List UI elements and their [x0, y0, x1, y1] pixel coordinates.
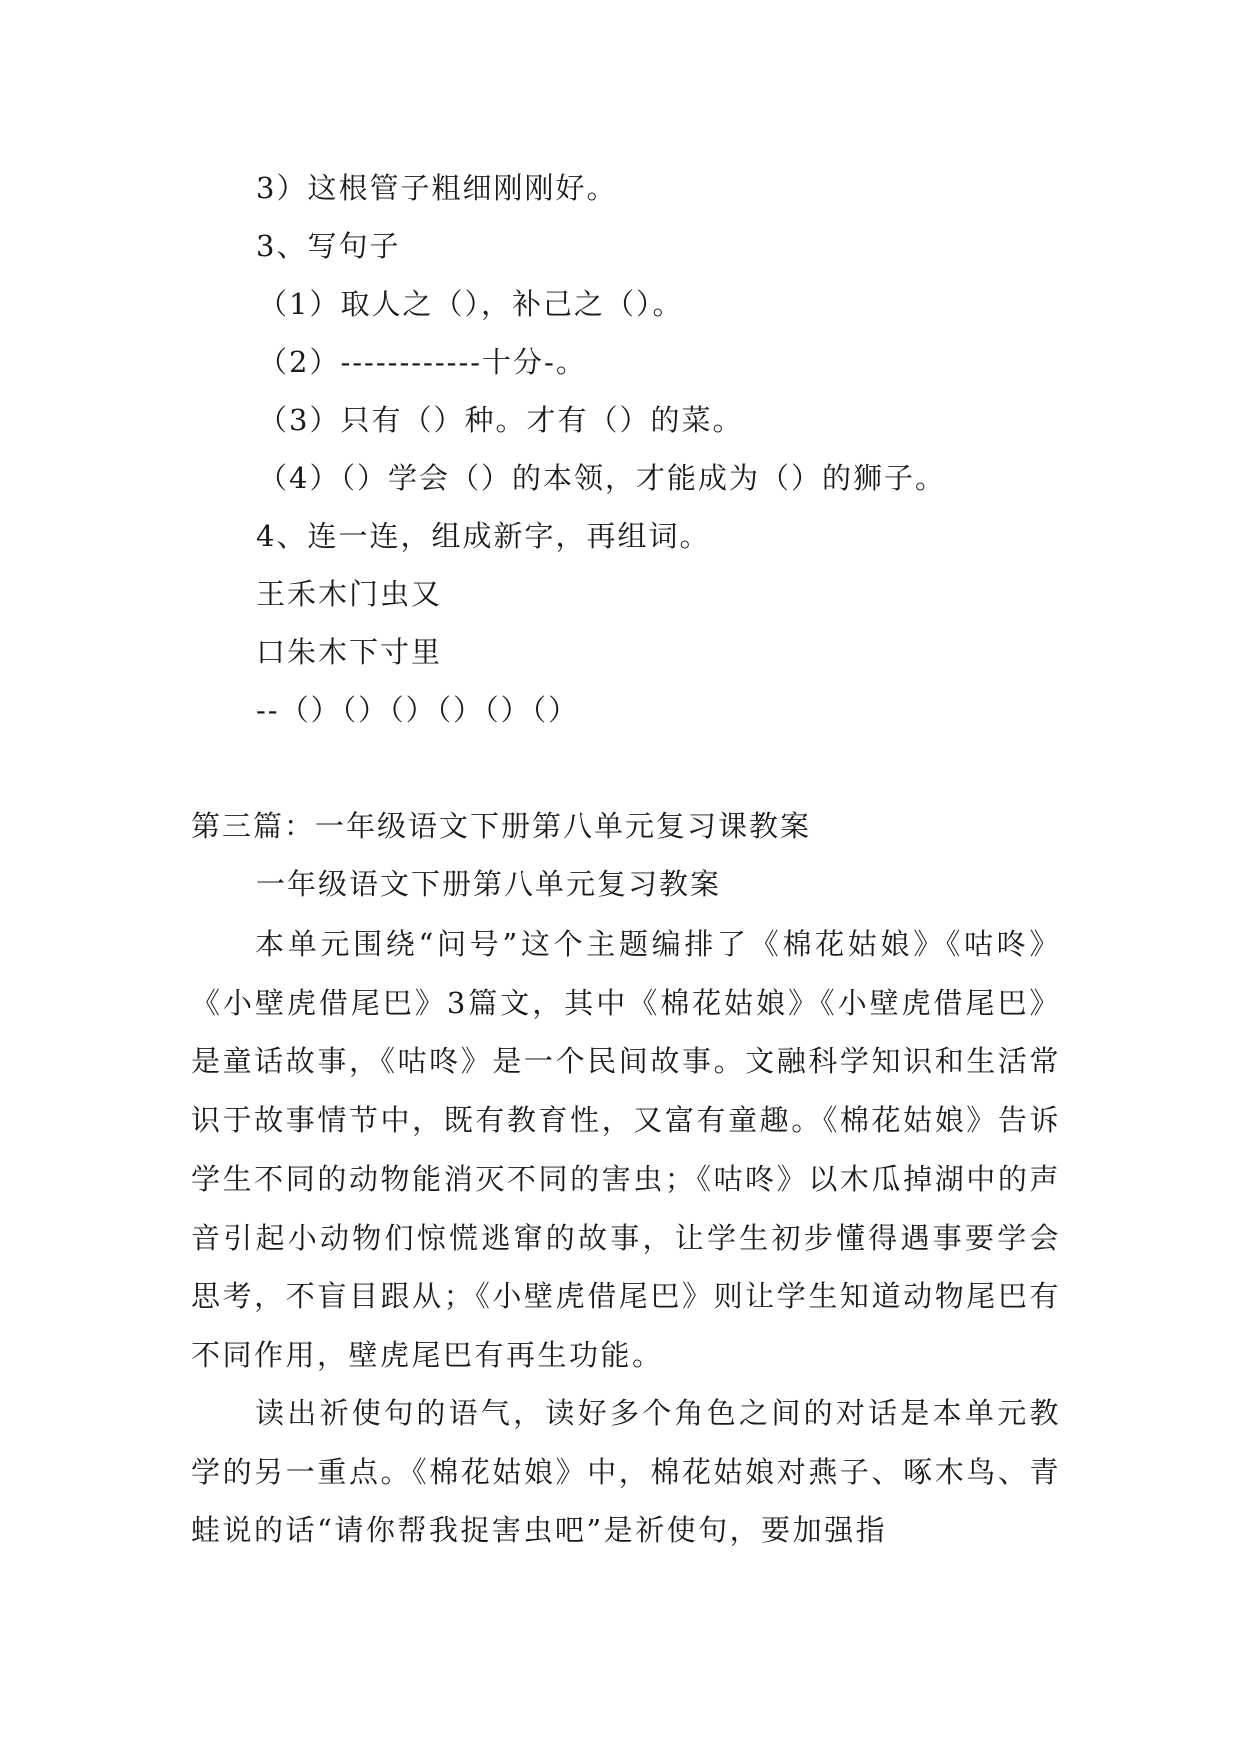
body-paragraph-2: 读出祈使句的语气，读好多个角色之间的对话是本单元教学的另一重点。《棉花姑娘》中，棉花姑娘对燕子、啄木鸟、青蛙说的话“请你帮我捉害虫吧”是祈使句，要加强指	[191, 1396, 1061, 1548]
exercise-heading-3: 3、写句子	[256, 229, 401, 263]
exercise-heading-4: 4、连一连，组成新字，再组词。	[256, 519, 711, 553]
answer-blanks-row: --（）（）（）（）（）（）	[256, 693, 580, 727]
section-subtitle: 一年级语文下册第八单元复习教案	[256, 867, 722, 901]
exercise-line-3-3: 3）这根管子粗细刚刚好。	[256, 171, 618, 205]
body-paragraph-1: 本单元围绕“问号”这个主题编排了《棉花姑娘》《咕咚》《小壁虎借尾巴》3篇文，其中《棉花姑娘》《小壁虎借尾巴》是童话故事，《咕咚》是一个民间故事。文融科学知识和生活常识于故事情节中，既有教育性，又富有童趣。《棉花姑娘》告诉学生不同的动物能消灭不同的害虫；《咕咚》以木瓜掉湖中的声音引起小动物们惊慌逃窜的故事，让学生初步懂得遇事要学会思考，不盲目跟从；《小壁虎借尾巴》则让学生知道动物尾巴有不同作用，壁虎尾巴有再生功能。	[191, 927, 1061, 1372]
character-row-bottom: 口朱木下寸里	[256, 635, 443, 669]
section-title: 第三篇：一年级语文下册第八单元复习课教案	[191, 809, 812, 843]
sentence-item-2: （2）------------十分-。	[258, 345, 587, 379]
character-row-top: 王禾木门虫又	[256, 577, 443, 611]
sentence-item-3: （3）只有（）种。才有（）的菜。	[258, 403, 744, 437]
sentence-item-1: （1）取人之（），补己之（）。	[258, 287, 684, 321]
sentence-item-4: （4）（）学会（）的本领，才能成为（）的狮子。	[258, 461, 946, 495]
